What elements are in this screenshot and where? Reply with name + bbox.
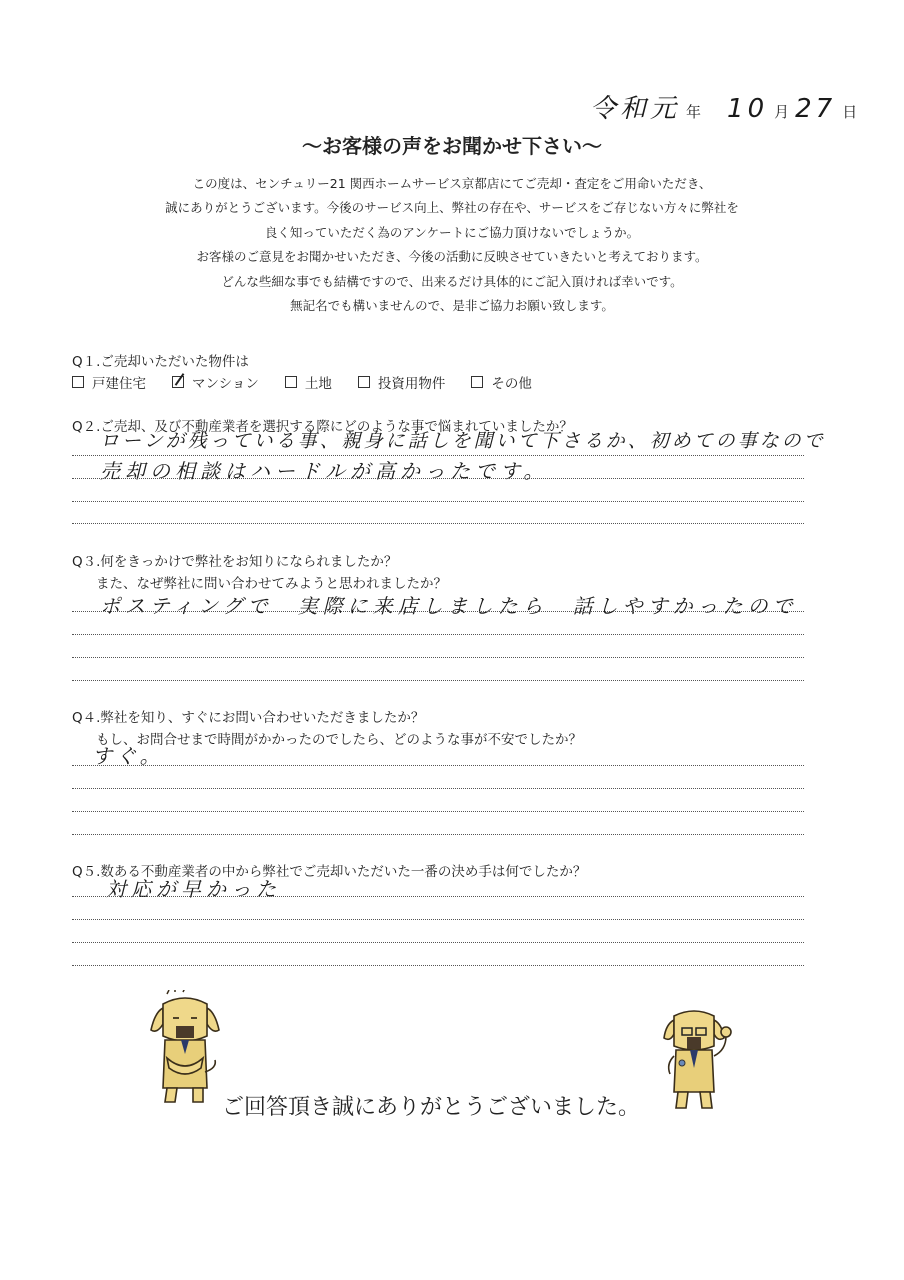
- answer-line: [72, 765, 804, 766]
- q3-question: Q３.何をきっかけで弊社をお知りになられましたか？: [72, 554, 398, 570]
- q3-answer-line: ポスティングで 実際に来店しましたら 話しやすかったので: [100, 594, 798, 618]
- checkbox-checked[interactable]: [172, 376, 184, 388]
- intro-text: [60, 172, 844, 318]
- checkbox[interactable]: [358, 376, 370, 388]
- q4-question: Q４.弊社を知り、すぐにお問い合わせいただきましたか？: [72, 710, 425, 726]
- q5-answer-line: 対応が早かった: [106, 877, 281, 901]
- answer-line: [72, 811, 804, 812]
- option-label: マンション: [192, 376, 259, 392]
- q2-question: Q２.ご売却、及び不動産業者を選択する際にどのような事で悩まれていましたか？: [72, 419, 573, 435]
- answer-line: [72, 896, 804, 897]
- date-day: 27: [795, 94, 837, 124]
- answer-line: [72, 788, 804, 789]
- date-era: 令和元: [590, 94, 681, 124]
- option-other[interactable]: [471, 372, 532, 392]
- answer-line: [72, 501, 804, 502]
- intro-line: 良く知っていただく為のアンケートにご協力頂けないでしょうか。: [264, 224, 640, 240]
- q1-options: [72, 372, 558, 392]
- option-detached-house[interactable]: [72, 372, 146, 392]
- option-label: その他: [491, 376, 532, 392]
- intro-line: この度は、センチュリー21 関西ホームサービス京都店にてご売却・査定をご用命いただき、: [192, 176, 712, 191]
- q5-question: Q５.数ある不動産業者の中から弊社でご売却いただいた一番の決め手は何でしたか？: [72, 864, 587, 880]
- date-year-label: 年: [686, 103, 702, 121]
- intro-line: 誠にありがとうございます。今後のサービス向上、弊社の存在や、サービスをご存じない方々に弊社を: [165, 200, 739, 216]
- q4-question-sub: もし、お問合せまで時間がかかったのでしたら、どのような事が不安でしたか？: [96, 732, 582, 748]
- option-label: 土地: [304, 376, 332, 392]
- date-month: 10: [727, 94, 769, 124]
- answer-line: [72, 478, 804, 479]
- q2-answer-line: 売却の相談はハードルが高かったです。: [100, 459, 549, 483]
- answer-line: [72, 965, 804, 966]
- checkbox[interactable]: [285, 376, 297, 388]
- q4-answer-line: すぐ。: [92, 744, 164, 768]
- answer-line: [72, 634, 804, 635]
- option-label: 投資用物件: [377, 376, 446, 392]
- answer-line: [72, 942, 804, 943]
- intro-line: お客様のご意見をお聞かせいただき、今後の活動に反映させていきたいと考えております。: [196, 249, 708, 265]
- option-mansion[interactable]: [172, 372, 259, 392]
- checkbox[interactable]: [72, 376, 84, 388]
- answer-line: [72, 680, 804, 681]
- answer-line: [72, 834, 804, 835]
- q1-question: Q１.ご売却いただいた物件は: [72, 354, 249, 370]
- closing-message: ご回答頂き誠にありがとうございました。: [222, 1095, 641, 1120]
- answer-line: [72, 455, 804, 456]
- option-investment-property[interactable]: [358, 372, 446, 392]
- answer-line: [72, 523, 804, 524]
- q2-answer-line: ローンが残っている事、親身に話しを聞いて下さるか、初めての事なので: [100, 430, 826, 452]
- answer-line: [72, 611, 804, 612]
- answer-line: [72, 657, 804, 658]
- page-title: ～お客様の声をお聞かせ下さい～: [302, 134, 602, 158]
- date-month-label: 月: [774, 103, 790, 121]
- date-day-label: 日: [842, 103, 858, 121]
- option-land[interactable]: [285, 372, 332, 392]
- intro-line: 無記名でも構いませんので、是非ご協力お願い致します。: [290, 298, 614, 314]
- q3-question-sub: また、なぜ弊社に問い合わせてみようと思われましたか？: [96, 576, 447, 592]
- mascot-dog-left: [145, 990, 225, 1110]
- checkbox[interactable]: [471, 376, 483, 388]
- option-label: 戸建住宅: [92, 376, 146, 392]
- date-field: [590, 88, 857, 125]
- answer-line: [72, 919, 804, 920]
- intro-line: どんな些細な事でも結構ですので、出来るだけ具体的にご記入頂ければ幸いです。: [221, 273, 683, 289]
- mascot-dog-right: [660, 1008, 740, 1113]
